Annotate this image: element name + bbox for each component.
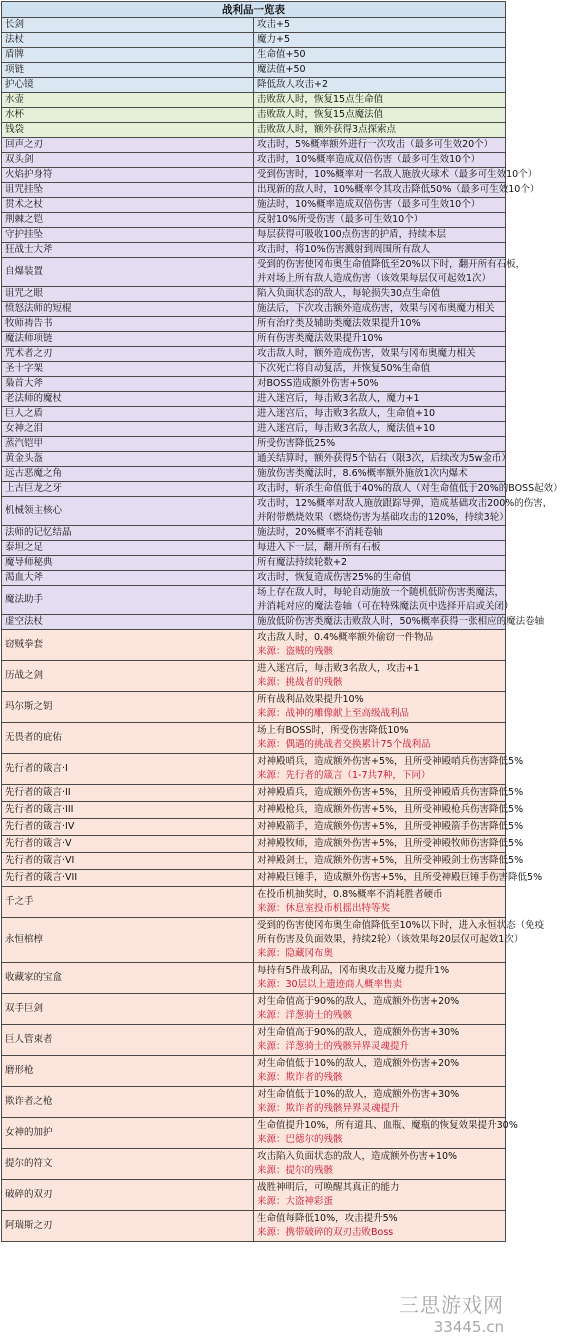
- effect-line: 攻击时，斩杀生命值低于40%的敌人（对生命值低于20%的BOSS起效）: [257, 483, 563, 494]
- item-effect: [254, 467, 506, 482]
- item-effect: [254, 18, 506, 33]
- table-row: [2, 918, 506, 963]
- item-effect: [254, 392, 506, 407]
- item-name: 魔导师秘典: [2, 556, 254, 571]
- table-row: [2, 482, 506, 497]
- item-name: 荆棘之铠: [2, 213, 254, 228]
- item-effect: [254, 198, 506, 213]
- table-row: [2, 392, 506, 407]
- watermark-site: 三思游戏网: [399, 1293, 504, 1317]
- item-effect: [254, 963, 506, 994]
- item-name: 诅咒挂坠: [2, 183, 254, 198]
- effect-line: 进入迷宫后，每击败3名敌人，魔法值+10: [257, 423, 436, 434]
- table-row: [2, 586, 506, 615]
- table-row: [2, 377, 506, 392]
- effect-line: 攻击时，恢复造成伤害25%的生命值: [257, 572, 412, 583]
- table-row: [2, 994, 506, 1025]
- item-name: 远古恶魔之角: [2, 467, 254, 482]
- item-effect: [254, 692, 506, 723]
- effect-line: 进入迷宫后，每击败3名敌人，魔力+1: [257, 393, 420, 404]
- item-name: 贯术之杖: [2, 198, 254, 213]
- item-name: 守护挂坠: [2, 228, 254, 243]
- item-name: 长剑: [2, 18, 254, 33]
- item-source: 来源：休息室投币机摇出特等奖: [257, 903, 391, 914]
- effect-line: 所有魔法持续轮数+2: [257, 557, 348, 568]
- item-name: 双头剑: [2, 153, 254, 168]
- item-effect: [254, 123, 506, 138]
- item-name: 千之手: [2, 887, 254, 918]
- item-source: 来源：先行者的箴言（1-7共7种，下同）: [257, 770, 431, 781]
- item-name: 渴血大斧: [2, 571, 254, 586]
- table-row: [2, 802, 506, 819]
- effect-line: 受到的伤害使冈布奥生命值降低至10%以下时，进入永恒状态（免疫: [257, 920, 545, 931]
- item-effect: [254, 153, 506, 168]
- item-effect: [254, 287, 506, 302]
- effect-line: 对生命值低于10%的敌人，造成额外伤害+20%: [257, 1058, 460, 1069]
- item-effect: [254, 347, 506, 362]
- table-row: [2, 887, 506, 918]
- effect-line: 击败敌人时，额外获得3点探索点: [257, 124, 397, 135]
- effect-line: 施放伤害类魔法时，8.6%概率额外施放1次内爆术: [257, 468, 468, 479]
- item-effect: [254, 437, 506, 452]
- item-source: 来源：30层以上遗迹商人概率售卖: [257, 979, 403, 990]
- item-effect: [254, 183, 540, 198]
- item-name: 先行者的箴言·I: [2, 754, 254, 785]
- item-source: 来源：战神的雕像献上至高级战利品: [257, 708, 410, 719]
- item-effect: [254, 213, 506, 228]
- item-name: 阿瑞斯之刃: [2, 1211, 254, 1242]
- item-name: 护心镜: [2, 78, 254, 93]
- item-name: 先行者的箴言·IV: [2, 819, 254, 836]
- item-name: 历战之剑: [2, 661, 254, 692]
- item-effect: [254, 482, 563, 497]
- effect-line: 攻击时，5%概率额外进行一次攻击（最多可生效20个）: [257, 139, 494, 150]
- item-name: 水杯: [2, 108, 254, 123]
- item-effect: [254, 630, 506, 661]
- item-effect: [254, 377, 506, 392]
- item-effect: [254, 362, 506, 377]
- table-row: [2, 785, 506, 802]
- effect-line: 生命值提升10%，所有道具、血瓶、魔瓶的恢复效果提升30%: [257, 1120, 518, 1131]
- table-row: [2, 1180, 506, 1211]
- item-effect: [254, 802, 524, 819]
- item-source: 来源：大盗神彩蛋: [257, 1196, 334, 1207]
- effect-line: 对神殿盾兵，造成额外伤害+5%，且所受神殿盾兵伤害降低5%: [257, 787, 524, 798]
- item-name: 回声之刃: [2, 138, 254, 153]
- item-effect: [254, 78, 506, 93]
- effect-line: 对神殿剑士，造成额外伤害+5%，且所受神殿剑士伤害降低5%: [257, 855, 524, 866]
- item-effect: [254, 1056, 506, 1087]
- table-row: [2, 302, 506, 317]
- item-effect: [254, 526, 506, 541]
- effect-line: 所受伤害降低25%: [257, 438, 336, 449]
- table-row: [2, 1118, 506, 1149]
- effect-line: 施法后，下次攻击额外造成伤害，效果与冈布奥魔力相关: [257, 303, 495, 314]
- effect-line: 通关结算时，额外获得5个钻石（限3次，后续改为5w金币）: [257, 453, 511, 464]
- effect-line: 受到的伤害使冈布奥生命值降低至20%以下时，翻开所有石板，: [257, 259, 526, 270]
- effect-line: 击败敌人时，恢复15点魔法值: [257, 109, 384, 120]
- table-row: [2, 153, 506, 168]
- table-row: [2, 754, 506, 785]
- item-source: 来源：偶遇的挑战者交换累计75个战利品: [257, 739, 431, 750]
- table-row: [2, 48, 506, 63]
- effect-line: 所有战利品效果提升10%: [257, 694, 364, 705]
- item-source: 来源：挑战者的残骸: [257, 677, 343, 688]
- effect-line: 对神殿牧师，造成额外伤害+5%，且所受神殿牧师伤害降低5%: [257, 838, 524, 849]
- effect-line: 进入迷宫后，每击败3名敌人，攻击+1: [257, 663, 420, 674]
- effect-line: 攻击时，将10%伤害溅射到周围所有敌人: [257, 244, 431, 255]
- item-effect: [254, 258, 526, 287]
- item-effect: [254, 63, 506, 78]
- effect-line: 攻击+5: [257, 19, 291, 30]
- table-row: [2, 1211, 506, 1242]
- table-row: [2, 661, 506, 692]
- item-effect: [254, 1118, 518, 1149]
- item-name: 蒸汽铠甲: [2, 437, 254, 452]
- effect-line: 所有伤害及负面效果，持续2轮）（该效果每20层仅可起效1次）: [257, 934, 524, 945]
- table-row: [2, 853, 506, 870]
- item-effect: [254, 243, 506, 258]
- item-name: 法杖: [2, 33, 254, 48]
- table-row: [2, 526, 506, 541]
- effect-line: 攻击时，10%概率造成双倍伤害（最多可生效10个）: [257, 154, 481, 165]
- table-row: [2, 213, 506, 228]
- item-name: 窃贼拳套: [2, 630, 254, 661]
- effect-line: 对生命值高于90%的敌人，造成额外伤害+30%: [257, 1027, 460, 1038]
- item-effect: [254, 1149, 506, 1180]
- item-name: 先行者的箴言·III: [2, 802, 254, 819]
- table-row: [2, 1056, 506, 1087]
- item-effect: [254, 853, 524, 870]
- table-row: [2, 317, 506, 332]
- item-effect: [254, 870, 543, 887]
- item-source: 来源：隐藏冈布奥: [257, 948, 334, 959]
- watermark: [399, 1289, 504, 1336]
- table-row: [2, 93, 506, 108]
- table-row: [2, 422, 506, 437]
- item-name: 泰坦之足: [2, 541, 254, 556]
- effect-line: 对神殿箭手，造成额外伤害+5%，且所受神殿箭手伤害降低5%: [257, 821, 524, 832]
- table-row: [2, 287, 506, 302]
- table-row: [2, 630, 506, 661]
- item-source: 来源：洋葱骑士的残骸: [257, 1010, 353, 1021]
- effect-line: 攻击敌人时，0.4%概率额外偷窃一件物品: [257, 632, 434, 643]
- item-effect: [254, 571, 506, 586]
- effect-line: 并对场上所有敌人造成伤害（该效果每层仅可起效1次）: [257, 273, 492, 284]
- effect-line: 对神殿巨锤手，造成额外伤害+5%，且所受神殿巨锤手伤害降低5%: [257, 872, 543, 883]
- table-row: [2, 362, 506, 377]
- item-name: 无畏者的庇佑: [2, 723, 254, 754]
- item-name: 愤怒法师的短棍: [2, 302, 254, 317]
- effect-line: 每持有5件战利品，冈布奥攻击及魔力提升1%: [257, 965, 450, 976]
- item-effect: [254, 836, 524, 853]
- item-source: 来源：盗贼的残骸: [257, 646, 334, 657]
- effect-line: 施法时，20%概率不消耗卷轴: [257, 527, 383, 538]
- item-effect: [254, 661, 506, 692]
- table-row: [2, 123, 506, 138]
- effect-line: 魔法值+50: [257, 64, 306, 75]
- item-name: 提尔的符文: [2, 1149, 254, 1180]
- item-name: 巨人之盾: [2, 407, 254, 422]
- item-effect: [254, 754, 524, 785]
- item-effect: [254, 556, 506, 571]
- effect-line: 施法时，10%概率造成双倍伤害（最多可生效10个）: [257, 199, 481, 210]
- item-name: 先行者的箴言·VI: [2, 853, 254, 870]
- effect-line: 对生命值低于10%的敌人，造成额外伤害+30%: [257, 1089, 460, 1100]
- table-row: [2, 347, 506, 362]
- item-source: 来源：欺诈者的残骸: [257, 1072, 343, 1083]
- item-name: 项链: [2, 63, 254, 78]
- table-row: [2, 63, 506, 78]
- item-effect: [254, 1180, 506, 1211]
- item-name: 玛尔斯之钥: [2, 692, 254, 723]
- item-name: 盾牌: [2, 48, 254, 63]
- effect-line: 战胜神明后，可唤醒其真正的能力: [257, 1182, 400, 1193]
- table-row: [2, 836, 506, 853]
- item-effect: [254, 785, 524, 802]
- item-name: 女神的加护: [2, 1118, 254, 1149]
- item-effect: [254, 1087, 506, 1118]
- item-name: 巨人管束者: [2, 1025, 254, 1056]
- effect-line: 魔力+5: [257, 34, 291, 45]
- effect-line: 进入迷宫后，每击败3名敌人，生命值+10: [257, 408, 436, 419]
- table-row: [2, 407, 506, 422]
- item-name: 咒术者之刃: [2, 347, 254, 362]
- table-row: [2, 33, 506, 48]
- item-name: 永恒棺椁: [2, 918, 254, 963]
- effect-line: 并附带燃烧效果（燃烧伤害为基础攻击的120%，持续3轮）: [257, 512, 509, 523]
- table-title: 战利品一览表: [2, 2, 506, 18]
- loot-table-body: [2, 2, 563, 1242]
- item-effect: [254, 332, 506, 347]
- item-name: 破碎的双刃: [2, 1180, 254, 1211]
- item-name: 魔法师项链: [2, 332, 254, 347]
- item-name: 收藏家的宝盒: [2, 963, 254, 994]
- item-name: 先行者的箴言·V: [2, 836, 254, 853]
- item-effect: [254, 586, 514, 615]
- item-name: 火焰护身符: [2, 168, 254, 183]
- effect-line: 场上存在敌人时，每轮自动施放一个随机低阶伤害类魔法，: [257, 587, 505, 598]
- table-row: [2, 168, 506, 183]
- table-row: [2, 615, 506, 630]
- item-effect: [254, 228, 506, 243]
- effect-line: 对BOSS造成额外伤害+50%: [257, 378, 379, 389]
- effect-line: 受到伤害时，10%概率对一名敌人施放火球术（最多可生效10个）: [257, 169, 538, 180]
- table-row: [2, 819, 506, 836]
- table-row: [2, 258, 506, 287]
- effect-line: 攻击陷入负面状态的敌人，造成额外伤害+10%: [257, 1151, 458, 1162]
- effect-line: 击败敌人时，恢复15点生命值: [257, 94, 384, 105]
- item-name: 圣十字架: [2, 362, 254, 377]
- item-name: 虚空法杖: [2, 615, 254, 630]
- item-name: 魔法助手: [2, 586, 254, 615]
- item-name: 法师的记忆结晶: [2, 526, 254, 541]
- item-effect: [254, 168, 538, 183]
- table-row: [2, 571, 506, 586]
- item-name: 先行者的箴言·II: [2, 785, 254, 802]
- item-effect: [254, 422, 506, 437]
- item-effect: [254, 994, 506, 1025]
- item-source: 来源：提尔的残骸: [257, 1165, 334, 1176]
- effect-line: 生命值+50: [257, 49, 306, 60]
- table-row: [2, 452, 506, 467]
- item-name: 先行者的箴言·VII: [2, 870, 254, 887]
- item-name: 老法师的魔杖: [2, 392, 254, 407]
- effect-line: 攻击时，12%概率对敌人施放跟踪导弹，造成基础攻击200%的伤害，: [257, 498, 553, 509]
- item-name: 梟首大斧: [2, 377, 254, 392]
- item-source: 来源：携带破碎的双刃击败Boss: [257, 1227, 394, 1238]
- item-effect: [254, 887, 506, 918]
- table-row: [2, 437, 506, 452]
- effect-line: 生命值每降低10%，攻击提升5%: [257, 1213, 398, 1224]
- item-effect: [254, 918, 545, 963]
- item-effect: [254, 615, 545, 630]
- table-row: [2, 497, 506, 526]
- table-row: [2, 198, 506, 213]
- table-row: [2, 692, 506, 723]
- watermark-domain: 33445.cn: [433, 1318, 504, 1336]
- item-name: 上古巨龙之牙: [2, 482, 254, 497]
- loot-table: [1, 1, 563, 1242]
- item-name: 女神之泪: [2, 422, 254, 437]
- item-name: 钱袋: [2, 123, 254, 138]
- item-effect: [254, 407, 506, 422]
- effect-line: 反射10%所受伤害（最多可生效10个）: [257, 214, 424, 225]
- effect-line: 对神殿哨兵，造成额外伤害+5%，且所受神殿哨兵伤害降低5%: [257, 756, 524, 767]
- effect-line: 所有伤害类魔法效果提升10%: [257, 333, 383, 344]
- item-name: 诅咒之眼: [2, 287, 254, 302]
- table-row: [2, 963, 506, 994]
- item-source: 来源：洋葱骑士的残骸异界灵魂提升: [257, 1041, 410, 1052]
- effect-line: 下次死亡将自动复活，并恢复50%生命值: [257, 363, 431, 374]
- effect-line: 降低敌人攻击+2: [257, 79, 329, 90]
- item-name: 机械领主核心: [2, 497, 254, 526]
- item-effect: [254, 723, 506, 754]
- effect-line: 攻击敌人时，额外造成伤害，效果与冈布奥魔力相关: [257, 348, 476, 359]
- effect-line: 对生命值高于90%的敌人，造成额外伤害+20%: [257, 996, 460, 1007]
- effect-line: 每层获得可吸收100点伤害的护盾，持续本层: [257, 229, 447, 240]
- item-effect: [254, 33, 506, 48]
- table-row: [2, 556, 506, 571]
- table-row: [2, 108, 506, 123]
- table-row: [2, 243, 506, 258]
- table-row: [2, 183, 506, 198]
- item-effect: [254, 497, 553, 526]
- table-row: [2, 467, 506, 482]
- effect-line: 每进入下一层，翻开所有石板: [257, 542, 381, 553]
- item-name: 欺诈者之枪: [2, 1087, 254, 1118]
- table-row: [2, 723, 506, 754]
- item-effect: [254, 452, 511, 467]
- effect-line: 并消耗对应的魔法卷轴（可在特殊魔法页中选择开启或关闭）: [257, 601, 514, 612]
- table-row: [2, 1025, 506, 1056]
- item-effect: [254, 317, 506, 332]
- effect-line: 施放低阶伤害类魔法击败敌人时，50%概率获得一张相应的魔法卷轴: [257, 616, 545, 627]
- item-effect: [254, 541, 506, 556]
- effect-line: 所有治疗类及辅助类魔法效果提升10%: [257, 318, 421, 329]
- table-row: [2, 332, 506, 347]
- table-row: [2, 870, 506, 887]
- item-effect: [254, 48, 506, 63]
- item-source: 来源：巴德尔的残骸: [257, 1134, 343, 1145]
- table-row: [2, 1149, 506, 1180]
- item-name: 狂战士大斧: [2, 243, 254, 258]
- table-row: [2, 18, 506, 33]
- table-row: [2, 1087, 506, 1118]
- item-source: 来源：欺诈者的残骸异界灵魂提升: [257, 1103, 400, 1114]
- item-effect: [254, 1025, 506, 1056]
- table-row: [2, 228, 506, 243]
- item-name: 黄金头盔: [2, 452, 254, 467]
- item-name: 牧师祷告书: [2, 317, 254, 332]
- table-row: [2, 138, 506, 153]
- item-effect: [254, 819, 524, 836]
- item-effect: [254, 302, 506, 317]
- effect-line: 在投币机抽奖时，0.8%概率不消耗胜者硬币: [257, 889, 443, 900]
- item-name: 双手巨剑: [2, 994, 254, 1025]
- item-effect: [254, 138, 506, 153]
- table-row: [2, 78, 506, 93]
- effect-line: 出现新的敌人时，10%概率令其攻击降低50%（最多可生效10个）: [257, 184, 540, 195]
- item-name: 自爆装置: [2, 258, 254, 287]
- effect-line: 对神殿枪兵，造成额外伤害+5%，且所受神殿枪兵伤害降低5%: [257, 804, 524, 815]
- table-title-row: [2, 2, 506, 18]
- table-row: [2, 541, 506, 556]
- effect-line: 陷入负面状态的敌人，每轮损失30点生命值: [257, 288, 441, 299]
- effect-line: 场上有BOSS时，所受伤害降低10%: [257, 725, 409, 736]
- item-effect: [254, 93, 506, 108]
- item-name: 水壶: [2, 93, 254, 108]
- item-name: 磨形枪: [2, 1056, 254, 1087]
- item-effect: [254, 108, 506, 123]
- item-effect: [254, 1211, 506, 1242]
